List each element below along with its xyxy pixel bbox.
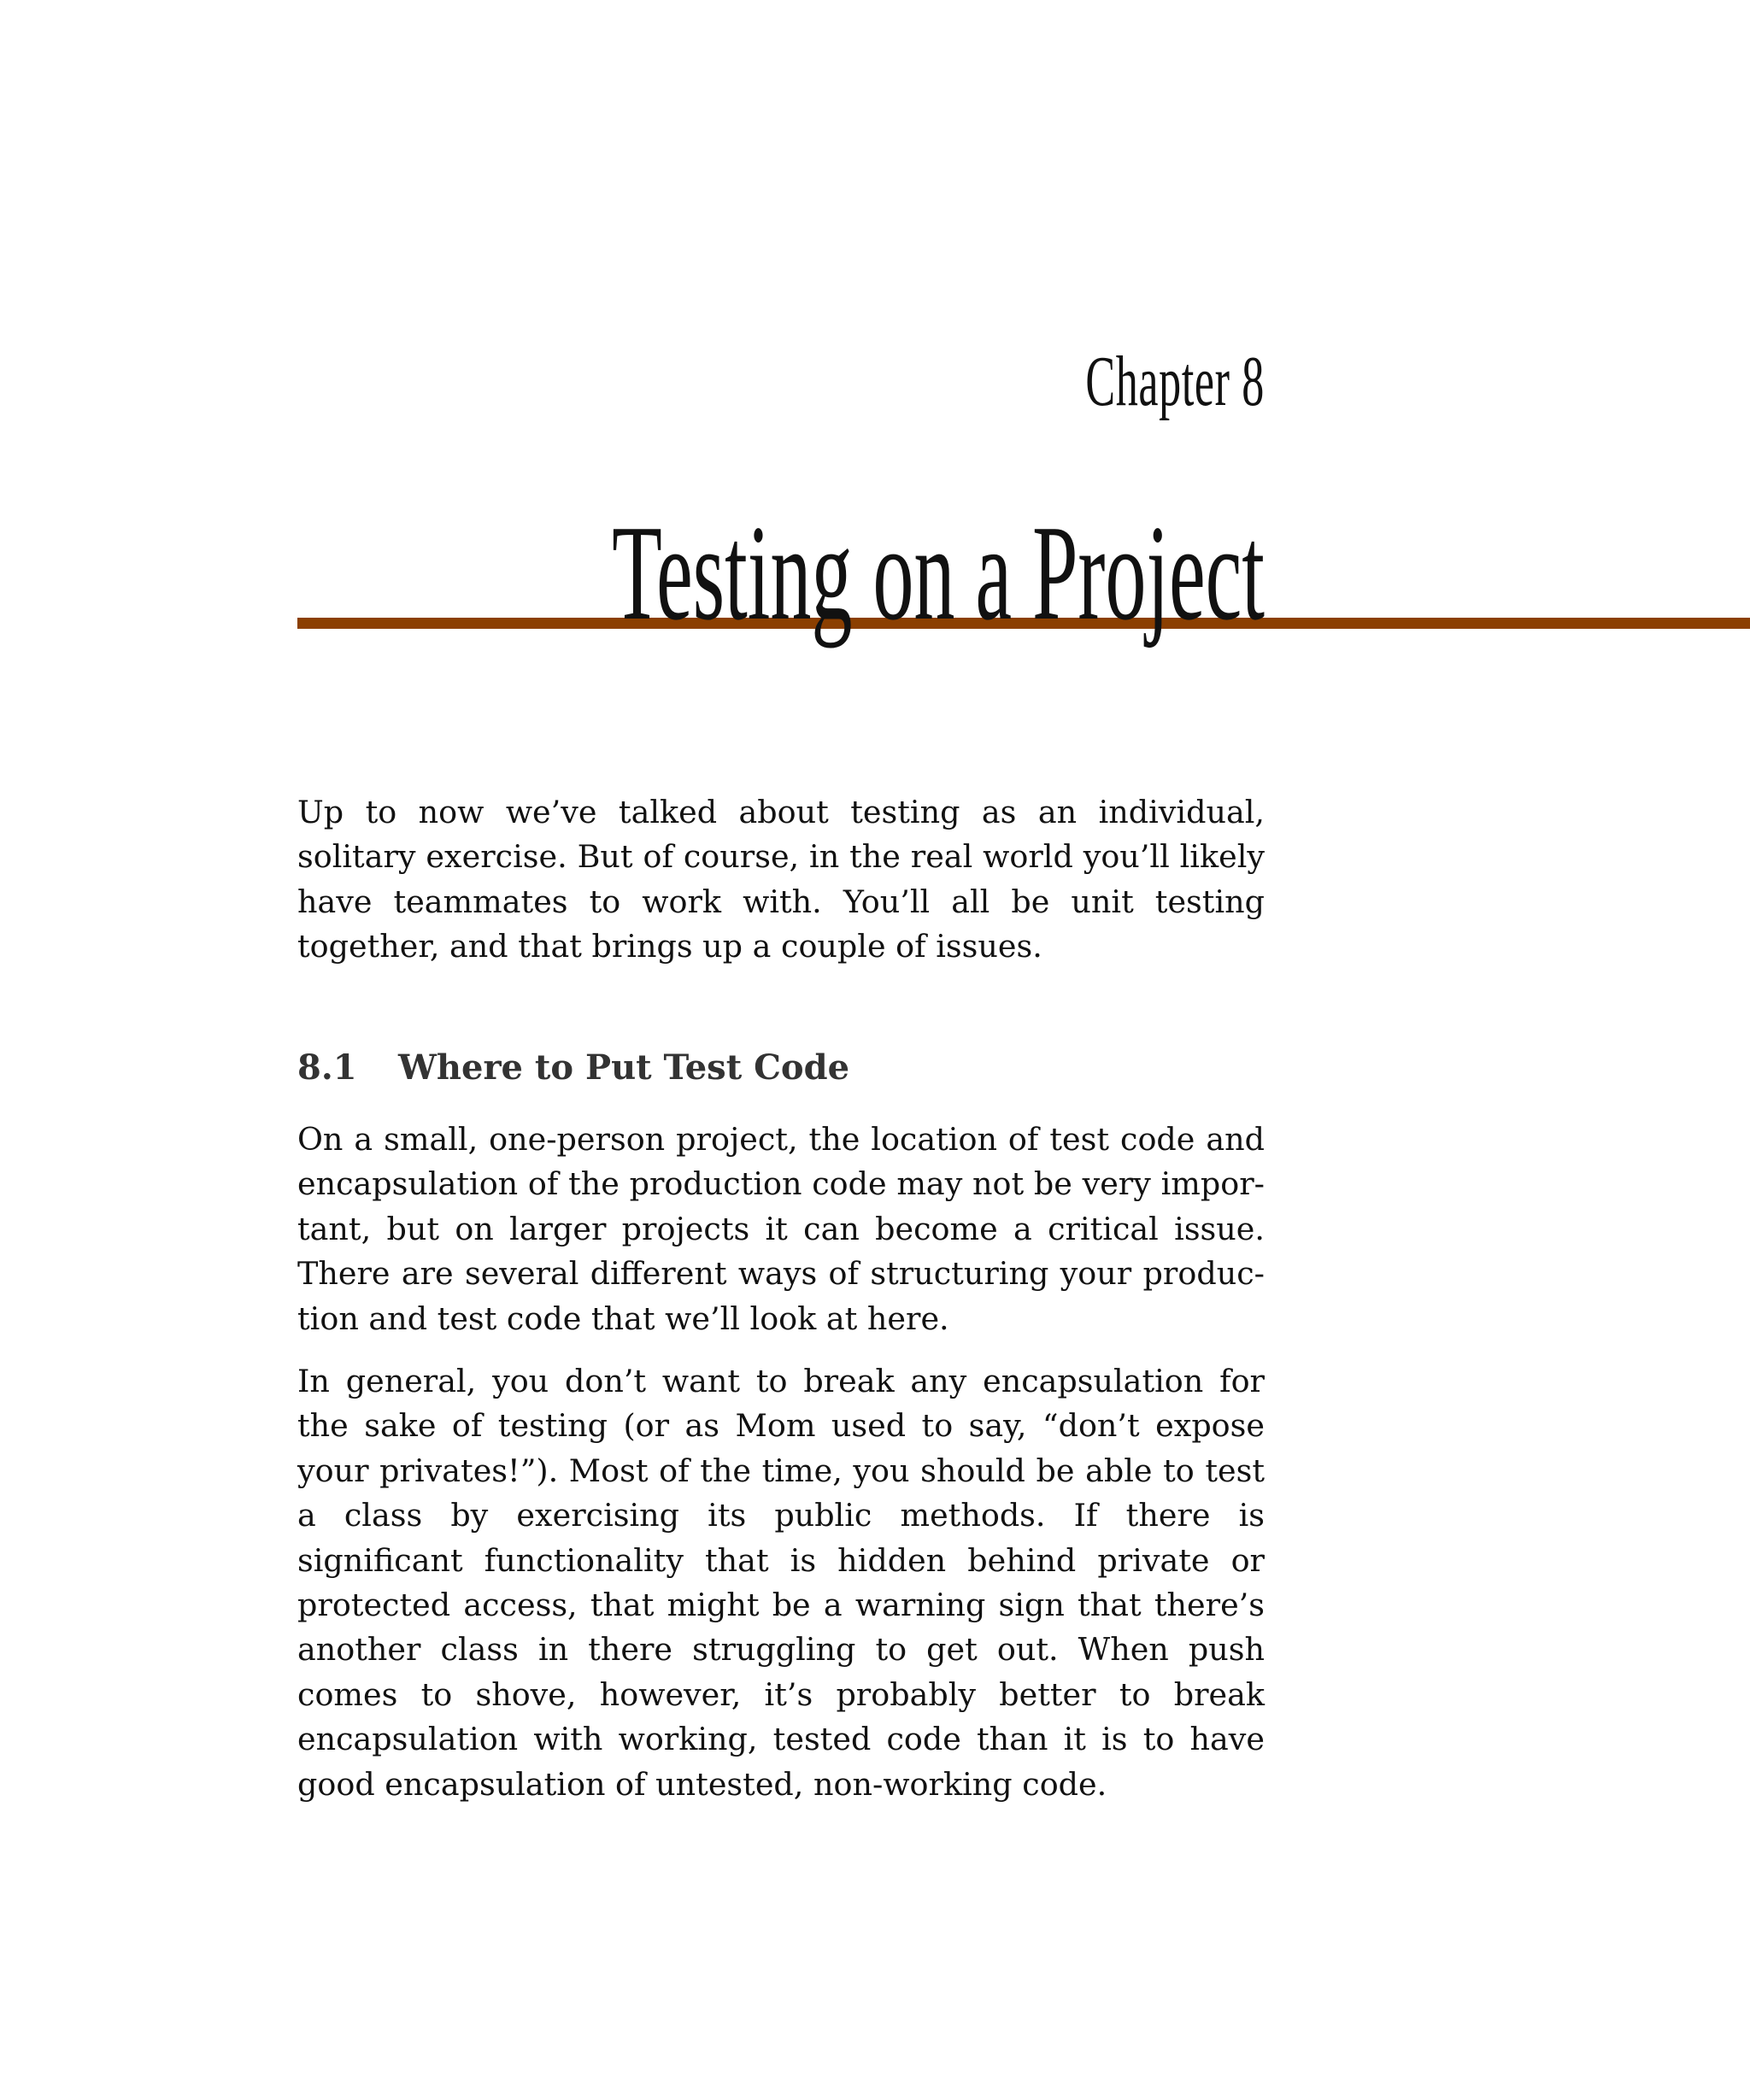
chapter-title: Testing on a Project	[612, 496, 1265, 648]
section-number: 8.1	[297, 1047, 357, 1088]
section-heading	[297, 1042, 1265, 1094]
section-title: Where to Put Test Code	[398, 1047, 850, 1088]
section-paragraph-2: In general, you don’t want to break any encapsulation for the sake of testing (or as Mom used to say, “don’t expose your privates!”). Most of the time, you should be able to test a class by exercising its public methods. If there is significant functionality that is hidden behind private or protected access, that might be a warning sign that there’s another class in there struggling to get out. When push comes to shove, however, it’s probably better to break encapsulation with working, tested code than it is to have good encapsulation of untested, non-working code.	[297, 1363, 1265, 1803]
intro-paragraph: Up to now we’ve talked about testing as an individual, solitary exercise. But of course, in the real world you’ll likely have teammates to work with. You’ll all be unit testing together, and that brings up a couple of issues.	[297, 794, 1265, 965]
section-paragraph-1: On a small, one-person project, the location of test code and encapsulation of the production code may not be very important, but on larger projects it can become a critical issue. There are several different ways of structuring your production and test code that we’ll look at here.	[297, 1121, 1265, 1337]
chapter-label: Chapter 8	[1085, 342, 1265, 421]
